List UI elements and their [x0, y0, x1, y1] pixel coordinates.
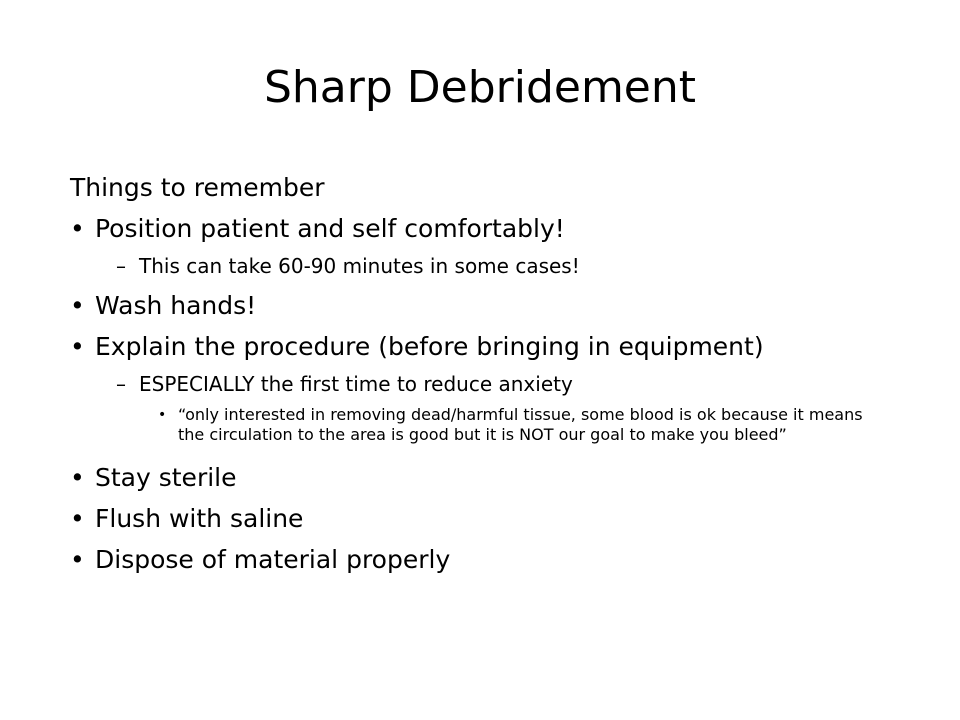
sub-sub-bullet-item: [70, 405, 878, 445]
sub-bullet-item: [70, 249, 910, 283]
bullet-text: Position patient and self comfortably!: [95, 214, 565, 243]
bullet-icon: •: [70, 214, 85, 243]
bullet-text: Explain the procedure (before bringing in equipment): [95, 332, 764, 361]
bullet-icon: •: [158, 407, 167, 423]
bullet-text: Wash hands!: [95, 291, 257, 320]
bullet-icon: •: [70, 504, 85, 533]
bullet-item: [70, 498, 910, 539]
sub-bullet-text: This can take 60-90 minutes in some cases!: [139, 254, 580, 278]
slide-title: Sharp Debridement: [263, 62, 697, 113]
quote-text: “only interested in removing dead/harmful tissue, some blood is ok because it means the circulation to the area is good but it is NOT our goal to make you bleed”: [178, 405, 863, 444]
bullet-text: Flush with saline: [95, 504, 304, 533]
bullet-item: [70, 457, 910, 498]
bullet-text: Stay sterile: [95, 463, 237, 492]
bullet-item: [70, 208, 910, 249]
slide-content: [70, 168, 910, 580]
bullet-icon: •: [70, 291, 85, 320]
bullet-icon: •: [70, 463, 85, 492]
bullet-item: [70, 539, 910, 580]
dash-icon: –: [116, 372, 126, 396]
bullet-item: [70, 285, 910, 326]
intro-text: Things to remember: [70, 173, 325, 202]
sub-bullet-item: [70, 367, 910, 401]
sub-bullet-text: ESPECIALLY the first time to reduce anxiety: [139, 372, 573, 396]
bullet-icon: •: [70, 545, 85, 574]
dash-icon: –: [116, 254, 126, 278]
bullet-item: [70, 326, 910, 367]
bullet-icon: •: [70, 332, 85, 361]
bullet-text: Dispose of material properly: [95, 545, 451, 574]
